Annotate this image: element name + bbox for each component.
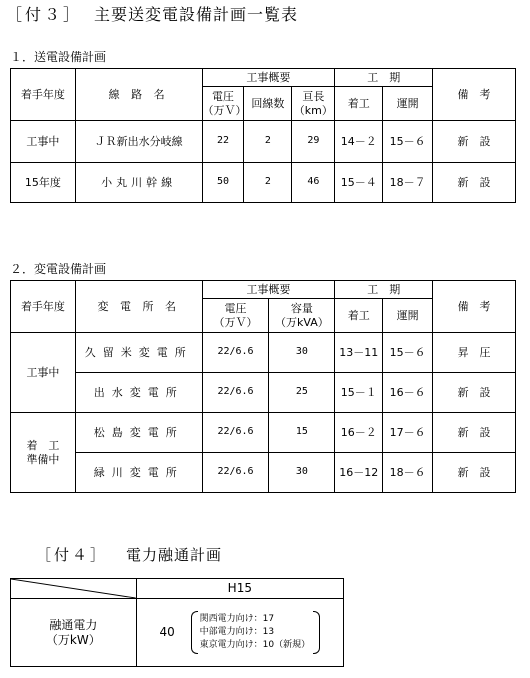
header-start-year: 着手年度: [11, 69, 76, 121]
right-brace-icon: [313, 611, 320, 654]
cell-operation: 15－６: [383, 121, 433, 163]
interchange-label: [11, 599, 137, 667]
header-voltage-label: 電圧: [211, 89, 234, 103]
cell-operation: 18－６: [383, 453, 433, 493]
diagonal-line: [11, 579, 136, 598]
header-start: 着工: [335, 87, 383, 121]
transmission-table: [10, 68, 516, 203]
cell-start: 16－２: [335, 413, 383, 453]
substation-table: [10, 280, 516, 493]
cell-operation: 18－７: [383, 163, 433, 203]
header-operation: 運開: [383, 299, 433, 333]
header-overview: 工事概要: [202, 281, 335, 299]
appendix4-title: 電力融通計画: [126, 546, 223, 564]
cell-substation-name: 松島変電所: [75, 413, 202, 453]
cell-operation: 16－６: [383, 373, 433, 413]
cell-length: 29: [292, 121, 335, 163]
header-period: 工 期: [335, 69, 433, 87]
header-length-unit: （km）: [293, 103, 333, 117]
appendix3-heading: [6, 2, 298, 25]
transmission-section-label: １．送電設備計画: [10, 50, 107, 64]
header-substation-name: 変 電 所 名: [75, 281, 202, 333]
group-label-line1: 着 工: [26, 438, 60, 452]
table-row: [11, 121, 516, 163]
year-header: H15: [136, 579, 343, 599]
header-voltage-unit: （万Ｖ）: [202, 103, 247, 117]
breakdown-bracket: [191, 611, 320, 654]
header-length-label: 亘長: [302, 89, 325, 103]
header-remarks: 備 考: [433, 69, 516, 121]
cell-voltage: 50: [202, 163, 244, 203]
breakdown-item: 東京電力向け：10（新規）: [199, 640, 311, 651]
cell-capacity: 30: [269, 453, 335, 493]
header-circuits: 回線数: [244, 87, 292, 121]
cell-capacity: 25: [269, 373, 335, 413]
cell-capacity: 15: [269, 413, 335, 453]
header-voltage: [202, 299, 269, 333]
header-period: 工 期: [335, 281, 433, 299]
interchange-label-unit: （万kW）: [45, 632, 101, 647]
cell-remark: 新 設: [433, 373, 516, 413]
appendix4-bracket: ［付４］: [36, 546, 109, 564]
cell-substation-name: 出水変電所: [75, 373, 202, 413]
header-capacity: [269, 299, 335, 333]
group-label: 工事中: [11, 333, 76, 413]
appendix3-title: 主要送変電設備計画一覧表: [94, 5, 299, 24]
cell-substation-name: 緑川変電所: [75, 453, 202, 493]
cell-voltage: 22/6.6: [202, 373, 269, 413]
appendix4-heading: [36, 544, 222, 565]
cell-voltage: 22/6.6: [202, 333, 269, 373]
appendix3-bracket: ［付３］: [6, 5, 83, 24]
interchange-table: [10, 578, 344, 667]
cell-capacity: 30: [269, 333, 335, 373]
header-capacity-unit: （万kVA）: [275, 315, 329, 329]
cell-start: 14－２: [335, 121, 383, 163]
cell-voltage: 22/6.6: [202, 453, 269, 493]
cell-circuits: 2: [244, 163, 292, 203]
cell-line-name: ＪＲ新出水分岐線: [75, 121, 202, 163]
table-row: [11, 413, 516, 453]
header-start: 着工: [335, 299, 383, 333]
breakdown-item: 関西電力向け：17: [199, 613, 275, 624]
header-length: [292, 87, 335, 121]
table-row: [11, 373, 516, 413]
header-overview: 工事概要: [202, 69, 335, 87]
table-row: [11, 163, 516, 203]
interchange-total: 40: [159, 625, 175, 639]
group-label: [11, 413, 76, 493]
left-brace-icon: [191, 611, 198, 654]
header-line-name: 線 路 名: [75, 69, 202, 121]
cell-line-name: 小丸川幹線: [75, 163, 202, 203]
cell-operation: 17－６: [383, 413, 433, 453]
breakdown-item: 中部電力向け：13: [199, 626, 275, 637]
cell-substation-name: 久留米変電所: [75, 333, 202, 373]
cell-year: 15年度: [11, 163, 76, 203]
header-remarks: 備 考: [433, 281, 516, 333]
cell-start: 15－１: [335, 373, 383, 413]
cell-length: 46: [292, 163, 335, 203]
cell-start: 15－４: [335, 163, 383, 203]
diagonal-header-cell: [11, 579, 137, 599]
interchange-label-text: 融通電力: [49, 617, 98, 632]
table-row: [11, 453, 516, 493]
cell-remark: 新 設: [433, 163, 516, 203]
cell-voltage: 22: [202, 121, 244, 163]
table-row: [11, 599, 344, 667]
header-voltage: [202, 87, 247, 121]
header-operation: 運開: [383, 87, 433, 121]
cell-operation: 15－６: [383, 333, 433, 373]
cell-remark: 新 設: [433, 453, 516, 493]
cell-circuits: 2: [244, 121, 292, 163]
cell-remark: 昇 圧: [433, 333, 516, 373]
cell-year: 工事中: [11, 121, 76, 163]
header-capacity-label: 容量: [290, 301, 313, 315]
cell-remark: 新 設: [433, 413, 516, 453]
cell-start: 16－12: [335, 453, 383, 493]
interchange-value-cell: [136, 599, 343, 667]
cell-start: 13－11: [335, 333, 383, 373]
table-row: [11, 333, 516, 373]
header-voltage-unit: （万Ｖ）: [213, 315, 258, 329]
header-voltage-label: 電圧: [224, 301, 247, 315]
substation-section-label: ２．変電設備計画: [10, 262, 107, 276]
cell-voltage: 22/6.6: [202, 413, 269, 453]
group-label-line2: 準備中: [26, 452, 60, 466]
header-start-year: 着手年度: [11, 281, 76, 333]
cell-remark: 新 設: [433, 121, 516, 163]
